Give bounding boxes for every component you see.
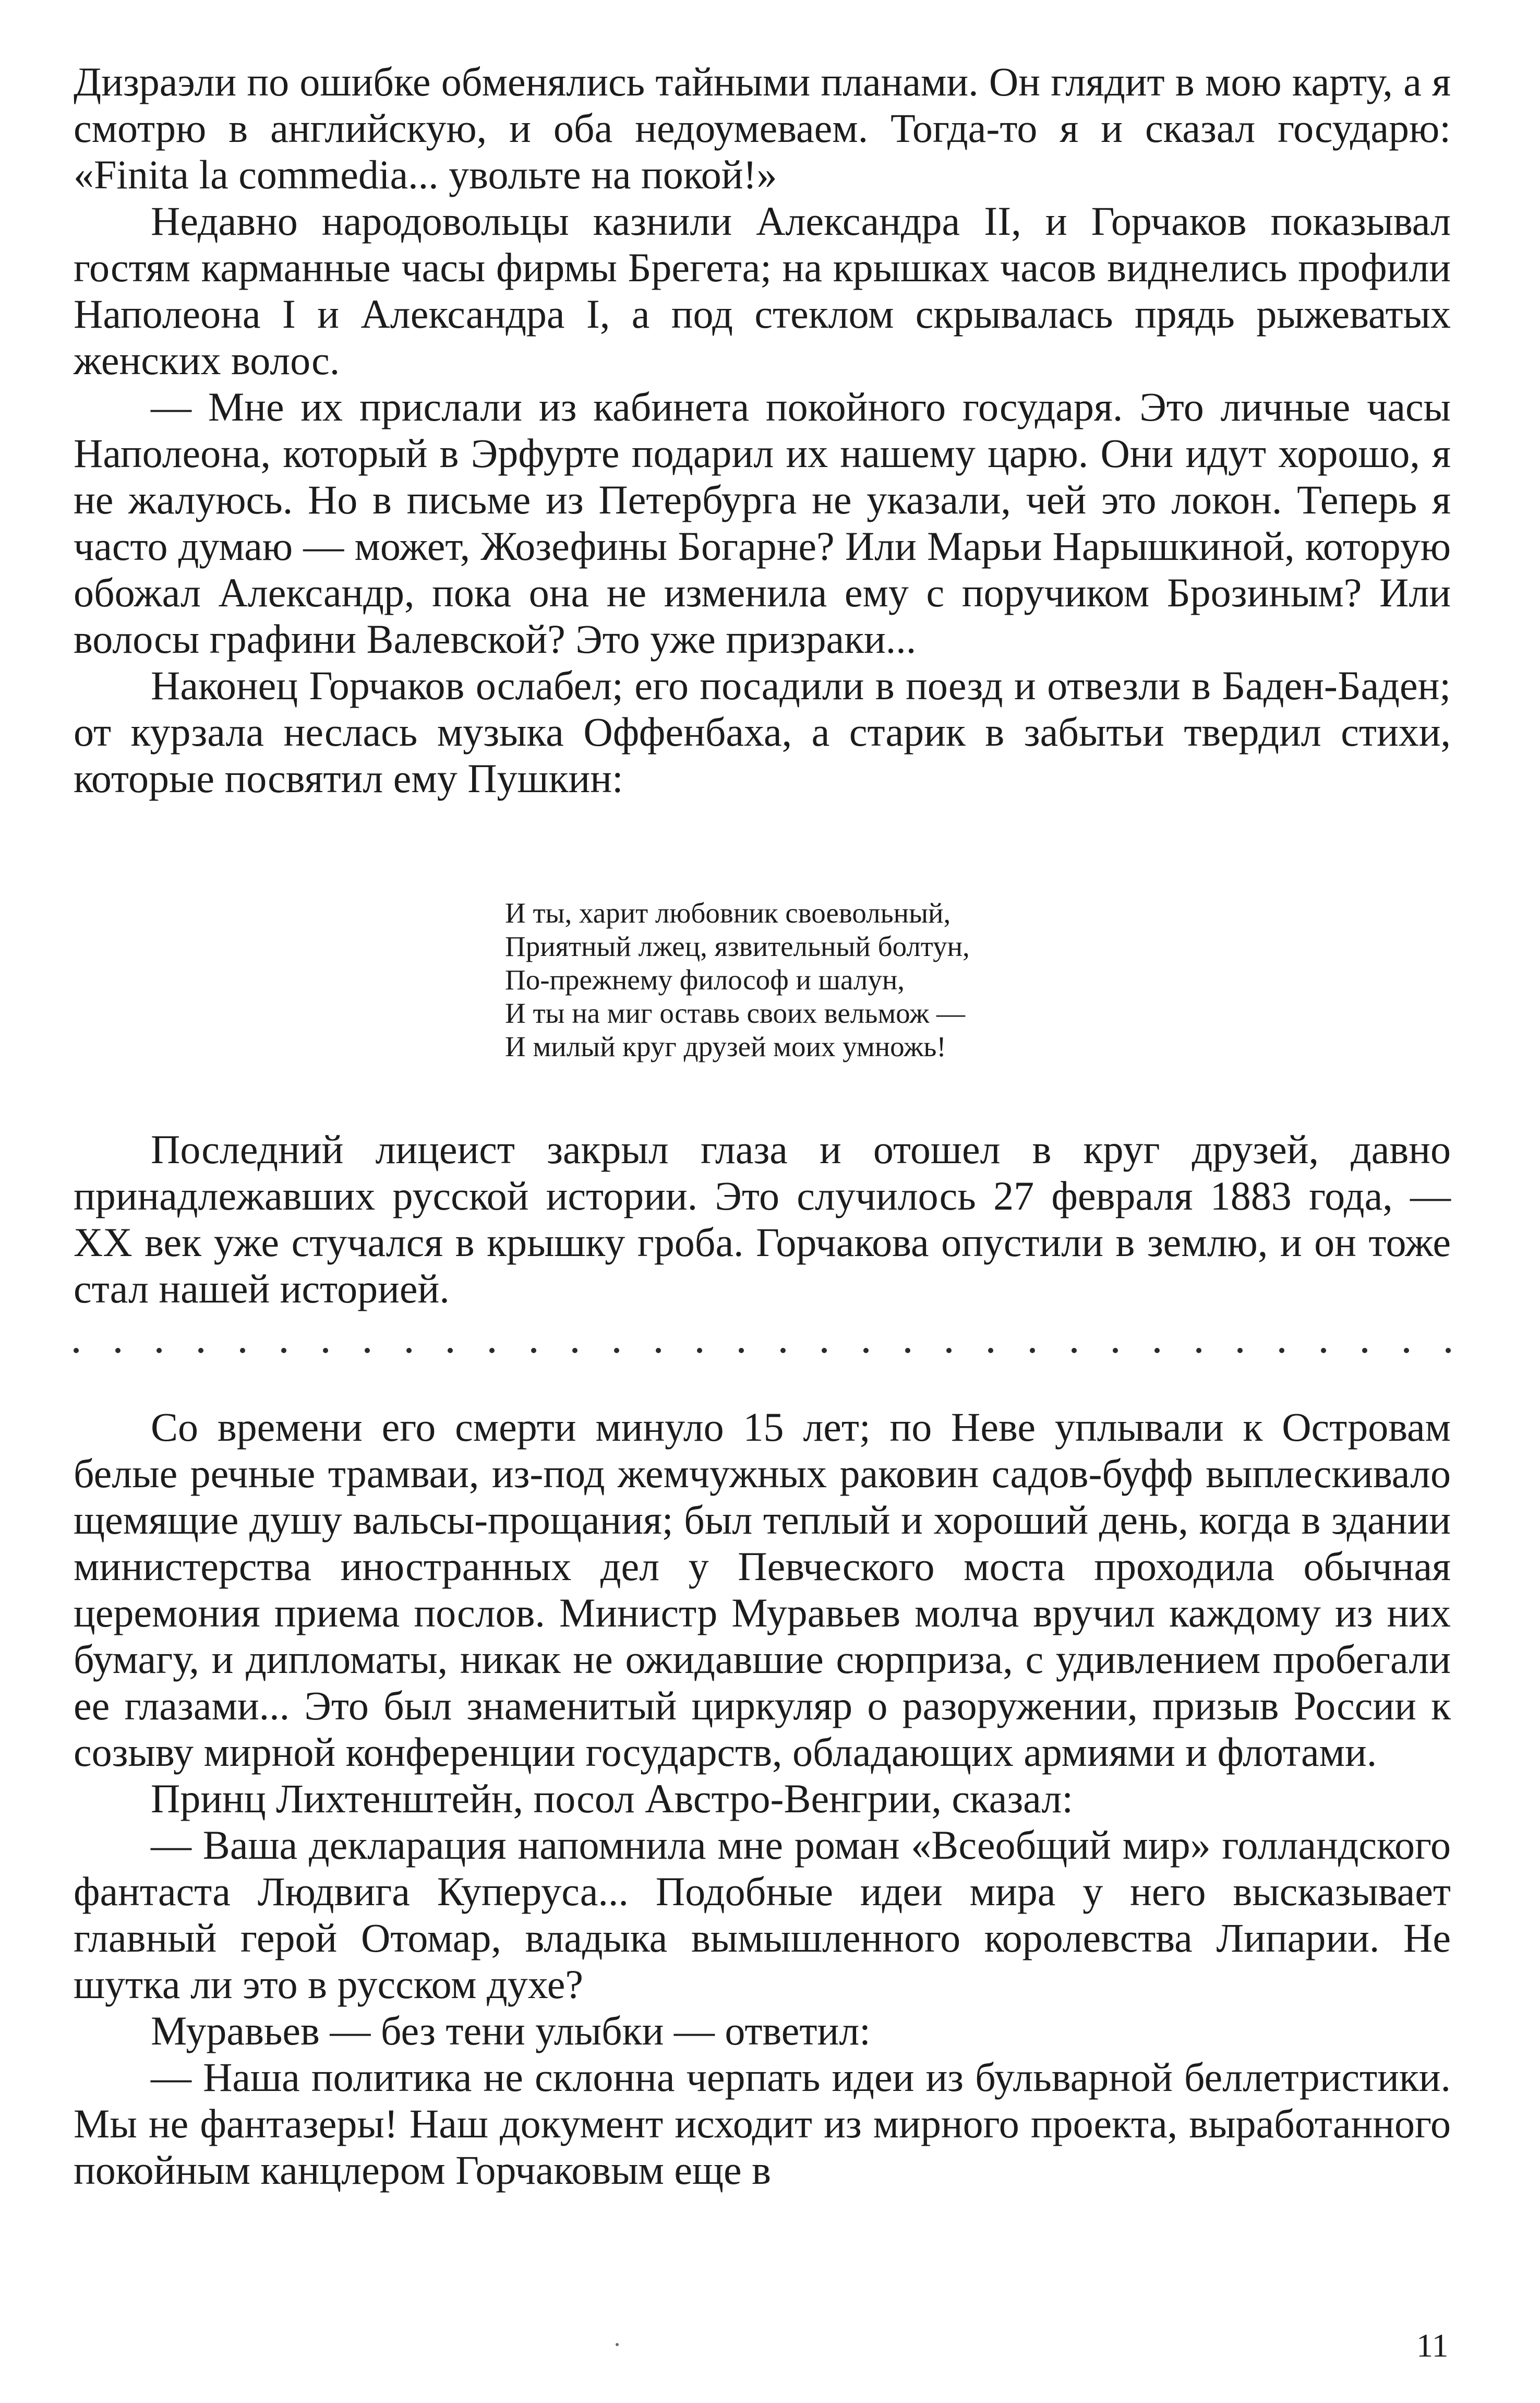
- page-number: 11: [1416, 2327, 1449, 2364]
- separator-dot: [780, 1348, 786, 1353]
- separator-dot: [1321, 1348, 1326, 1353]
- separator-dot: [614, 1348, 619, 1353]
- separator-dot: [198, 1348, 203, 1353]
- paragraph: Со времени его смерти минуло 15 лет; по Неве уплывали к Островам белые речные трамваи, из-под жемчужных раковин садов-буфф выплескивало щемящие душу вальсы-прощания; был теплый и хороший день, когда в здании министерства иностранных дел у Певческого моста проходила обычная церемония приема послов. Министр Муравьев молча вручил каждому из них бумагу, и дипломаты, никак не ожидавшие сюрприза, с удивлением пробегали ее глазами... Это был знаменитый циркуляр о разоружении, призыв России к созыву мирной конференции государств, обладающих армиями и флотами.: [74, 1404, 1451, 1775]
- separator-dot: [115, 1348, 121, 1353]
- paragraph: Недавно народовольцы казнили Александра II, и Горчаков показывал гостям карманные часы фирмы Брегета; на крышках часов виднелись профили Наполеона I и Александра I, а под стеклом скрывалась прядь рыжеватых женских волос.: [74, 198, 1451, 383]
- separator-dot: [1362, 1348, 1367, 1353]
- separator-dot: [1196, 1348, 1201, 1353]
- separator-dot: [448, 1348, 453, 1353]
- separator-dot: [1113, 1348, 1118, 1353]
- separator-dot: [905, 1348, 910, 1353]
- separator-dot: [531, 1348, 536, 1353]
- separator-dot: [863, 1348, 869, 1353]
- separator-dot: [1030, 1348, 1035, 1353]
- separator-dot: [1404, 1348, 1409, 1353]
- poem-line: Приятный лжец, язвительный болтун,: [505, 930, 970, 962]
- paragraph: — Наша политика не склонна черпать идеи из бульварной беллетристики. Мы не фантазеры! Наш документ исходит из мирного проекта, выработанного покойным канцлером Горчаковым еще в: [74, 2054, 1451, 2193]
- text-block-bottom: [74, 1404, 1451, 2193]
- separator-dot: [988, 1348, 993, 1353]
- separator-dot: [1237, 1348, 1243, 1353]
- separator-dot: [739, 1348, 744, 1353]
- poem-line: И ты, харит любовник своевольный,: [505, 897, 951, 929]
- text-block-middle: [74, 1126, 1451, 1312]
- paragraph: — Ваша декларация напомнила мне роман «Всеобщий мир» голландского фантаста Людвига Куперуса... Подобные идеи мира у него высказывает главный герой Отомар, владыка вымышленного королевства Липарии. Не шутка ли это в русском духе?: [74, 1822, 1451, 2007]
- paragraph: Муравьев — без тени улыбки — ответил:: [151, 2008, 871, 2053]
- separator-dot: [74, 1348, 79, 1353]
- separator-dot: [489, 1348, 495, 1353]
- separator-dot: [946, 1348, 952, 1353]
- paragraph: Последний лицеист закрыл глаза и отошел в круг друзей, давно принадлежавших русской истории. Это случилось 27 февраля 1883 года, — XX век уже стучался в крышку гроба. Горчакова опустили в землю, и он тоже стал нашей историей.: [74, 1127, 1451, 1311]
- separator-dot: [240, 1348, 245, 1353]
- poem-line: И милый круг друзей моих умножь!: [505, 1031, 946, 1062]
- separator-dot: [157, 1348, 162, 1353]
- dotted-separator: [74, 1340, 1451, 1361]
- poem-line: И ты на миг оставь своих вельмож —: [505, 997, 966, 1029]
- separator-dot: [1154, 1348, 1160, 1353]
- separator-dot: [365, 1348, 370, 1353]
- separator-dot: [281, 1348, 286, 1353]
- separator-dot: [822, 1348, 827, 1353]
- separator-dot: [323, 1348, 328, 1353]
- paragraph: Наконец Горчаков ослабел; его посадили в поезд и отвезли в Баден-Баден; от курзала неслась музыка Оффенбаха, а старик в забытьи твердил стихи, которые посвятил ему Пушкин:: [74, 663, 1451, 801]
- text-block-top: [74, 58, 1451, 802]
- poem-quote: [505, 896, 1209, 1063]
- paragraph: — Мне их прислали из кабинета покойного государя. Это личные часы Наполеона, который в Эрфурте подарил их нашему царю. Они идут хорошо, я не жалуюсь. Но в письме из Петербурга не указали, чей это локон. Теперь я часто думаю — может, Жозефины Богарне? Или Марьи Нарышкиной, которую обожал Александр, пока она не изменила ему с поручиком Брозиным? Или волосы графини Валевской? Это уже призраки...: [74, 384, 1451, 662]
- separator-dot: [406, 1348, 412, 1353]
- separator-dot: [1279, 1348, 1284, 1353]
- separator-dot: [572, 1348, 578, 1353]
- poem-line: По-прежнему философ и шалун,: [505, 964, 905, 996]
- separator-dot: [697, 1348, 702, 1353]
- paragraph: Принц Лихтенштейн, посол Австро-Венгрии, сказал:: [151, 1776, 1074, 1821]
- separator-dot: [1446, 1348, 1451, 1353]
- paragraph: Дизраэли по ошибке обменялись тайными планами. Он глядит в мою карту, а я смотрю в английскую, и оба недоумеваем. Тогда-то я и сказал государю: «Finita la commedia... увольте на покой!»: [74, 59, 1451, 197]
- separator-dot: [1072, 1348, 1077, 1353]
- print-speck: [616, 2343, 619, 2346]
- separator-dot: [656, 1348, 661, 1353]
